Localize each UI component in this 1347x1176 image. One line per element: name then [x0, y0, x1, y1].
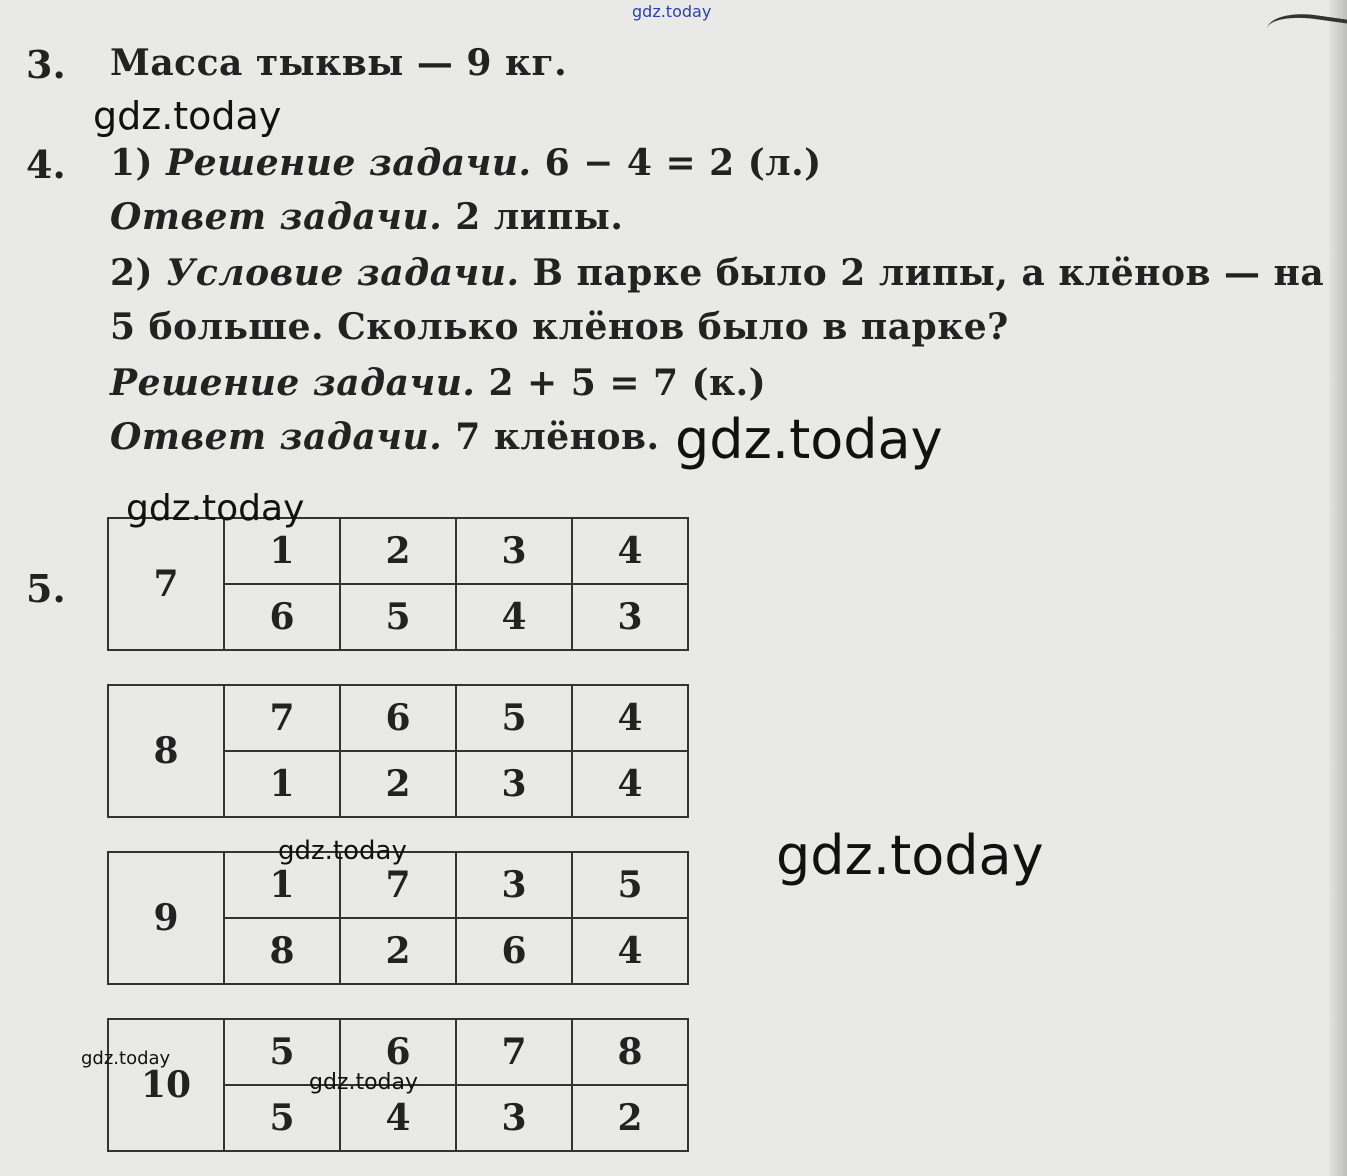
table-cell: 3 [456, 751, 572, 817]
item-3-text: Масса тыквы — 9 кг. [110, 42, 568, 84]
table-cell: 6 [340, 1019, 456, 1085]
table-cell: 2 [340, 918, 456, 984]
item-4-answer-label: Ответ задачи. [110, 196, 443, 238]
watermark: gdz.today [126, 488, 305, 529]
table-total: 10 [108, 1019, 224, 1151]
table-cell: 6 [456, 918, 572, 984]
number-composition-table-7 [107, 517, 689, 651]
item-3-number: 3. [26, 42, 66, 87]
table-cell: 5 [224, 1085, 340, 1151]
watermark: gdz.today [81, 1048, 171, 1069]
table-cell: 5 [340, 584, 456, 650]
table-cell: 4 [572, 518, 688, 584]
table-cell: 7 [456, 1019, 572, 1085]
table-cell: 7 [224, 685, 340, 751]
table-cell: 6 [340, 685, 456, 751]
table-cell: 2 [340, 751, 456, 817]
table-cell: 6 [224, 584, 340, 650]
watermark-top: gdz.today [632, 2, 712, 21]
table-cell: 1 [224, 518, 340, 584]
table-cell: 8 [572, 1019, 688, 1085]
item-4-number: 4. [26, 142, 66, 187]
number-composition-table-9 [107, 851, 689, 985]
item-4-line-3 [110, 252, 1324, 294]
table-cell: 5 [224, 1019, 340, 1085]
table-cell: 4 [340, 1085, 456, 1151]
number-composition-table-8 [107, 684, 689, 818]
item-4-line-4: 5 больше. Сколько клёнов было в парке? [110, 306, 1009, 348]
table-cell: 4 [572, 751, 688, 817]
table-cell: 7 [340, 852, 456, 918]
item-4-line-2 [110, 196, 623, 238]
table-cell: 2 [572, 1085, 688, 1151]
item-4-solution-label: Решение задачи. [166, 142, 532, 184]
watermark: gdz.today [278, 836, 407, 866]
table-cell: 4 [572, 685, 688, 751]
watermark: gdz.today [776, 824, 1044, 887]
item-4-answer-label-2: Ответ задачи. [110, 416, 443, 458]
table-cell: 1 [224, 751, 340, 817]
watermark: gdz.today [675, 408, 943, 471]
watermark: gdz.today [309, 1070, 419, 1095]
table-cell: 4 [456, 584, 572, 650]
item-4-line-5 [110, 362, 766, 404]
table-cell: 5 [456, 685, 572, 751]
item-4-line-1 [110, 142, 822, 184]
page-edge-shadow [1329, 0, 1347, 1176]
table-cell: 1 [224, 852, 340, 918]
table-cell: 3 [456, 518, 572, 584]
item-5-number: 5. [26, 566, 66, 611]
item-4-line-6 [110, 416, 660, 458]
item-4-answer-2: 7 клёнов. [442, 416, 660, 458]
table-cell: 3 [572, 584, 688, 650]
item-4-line-1-prefix: 1) [110, 142, 167, 184]
table-cell: 5 [572, 852, 688, 918]
table-cell: 3 [456, 1085, 572, 1151]
item-4-solution-1: 6 − 4 = 2 (л.) [531, 142, 822, 184]
table-cell: 2 [340, 518, 456, 584]
item-4-solution-label-2: Решение задачи. [110, 362, 476, 404]
item-4-solution-2: 2 + 5 = 7 (к.) [475, 362, 767, 404]
table-total: 9 [108, 852, 224, 984]
table-total: 7 [108, 518, 224, 650]
item-4-answer-1: 2 липы. [442, 196, 624, 238]
table-cell: 4 [572, 918, 688, 984]
table-cell: 3 [456, 852, 572, 918]
item-4-condition-text: В парке было 2 липы, а клёнов — на [519, 252, 1325, 294]
watermark: gdz.today [93, 94, 282, 138]
item-4-condition-label: Условие задачи. [166, 252, 520, 294]
table-total: 8 [108, 685, 224, 817]
table-cell: 8 [224, 918, 340, 984]
item-4-line-3-prefix: 2) [110, 252, 167, 294]
